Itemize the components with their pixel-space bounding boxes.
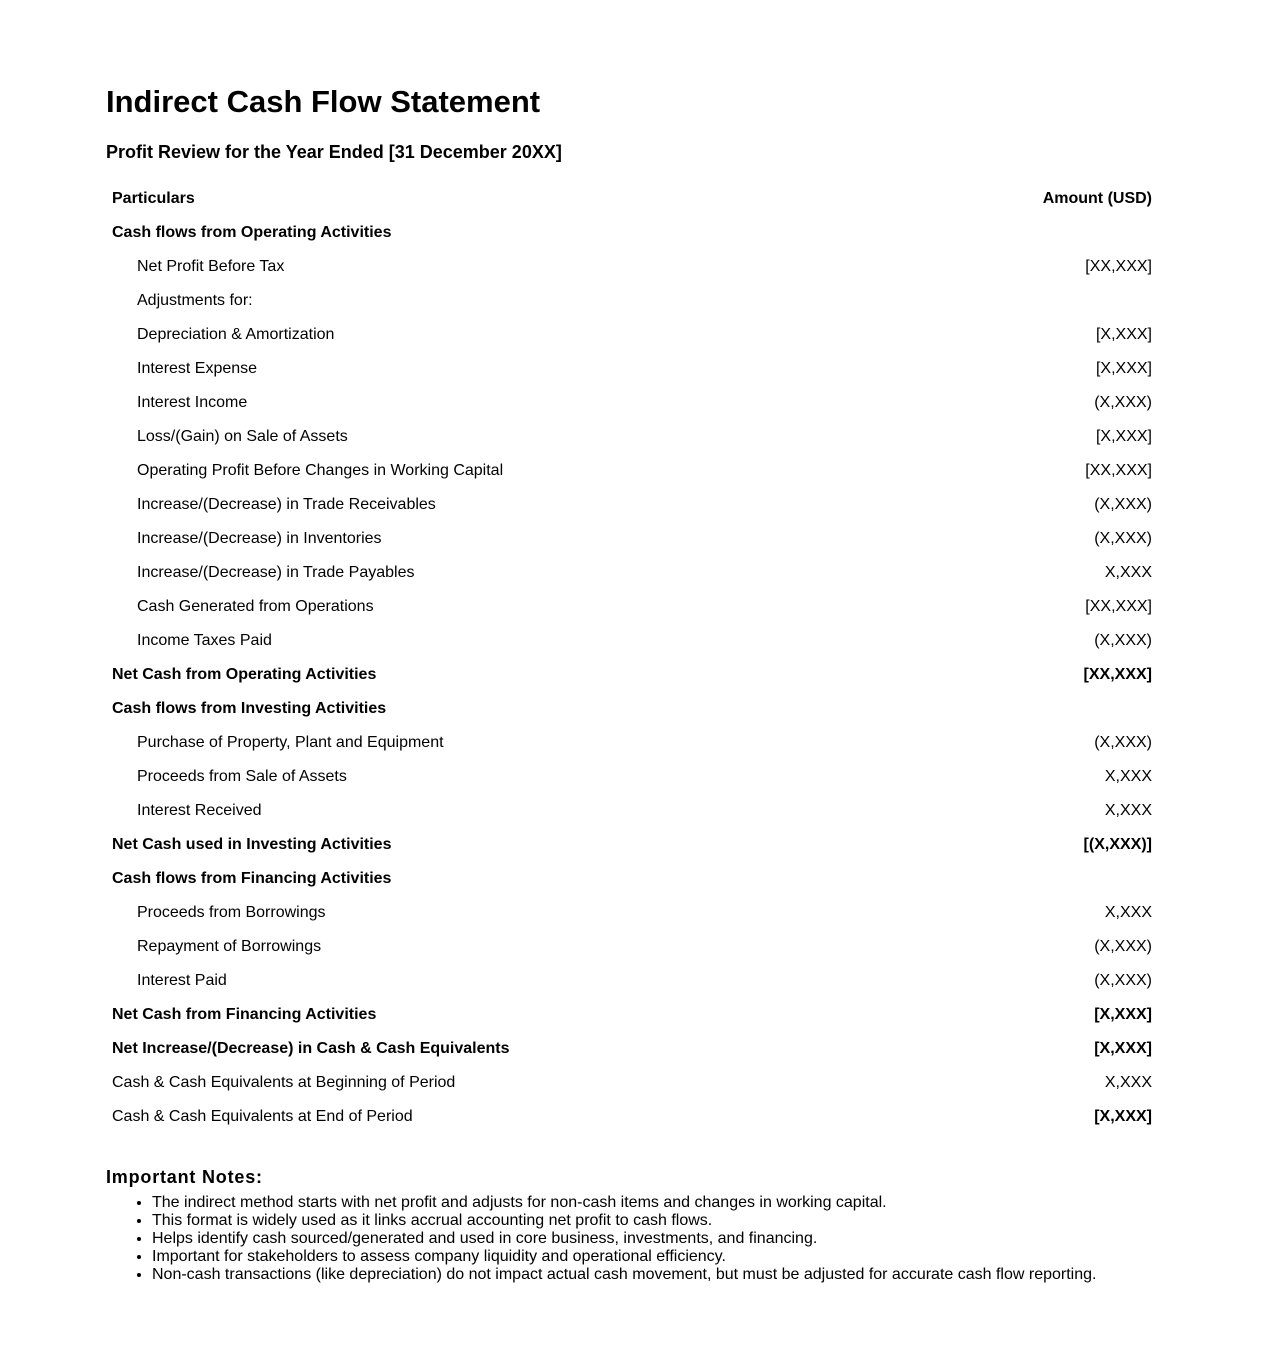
table-row	[112, 862, 1152, 896]
important-notes	[106, 1166, 1154, 1284]
table-row	[112, 794, 1152, 828]
table-row	[112, 318, 1152, 352]
row-label: Purchase of Property, Plant and Equipment	[137, 734, 444, 751]
table-row	[112, 1032, 1152, 1066]
page-subtitle: Profit Review for the Year Ended [31 December 20XX]	[106, 142, 562, 162]
table-row	[112, 454, 1152, 488]
row-label: Cash flows from Financing Activities	[112, 870, 392, 887]
table-row	[112, 352, 1152, 386]
row-amount: [XX,XXX]	[1085, 598, 1152, 615]
table-row	[112, 828, 1152, 862]
cash-flow-document	[106, 82, 1154, 1283]
table-row	[112, 522, 1152, 556]
table-row	[112, 556, 1152, 590]
row-amount: [XX,XXX]	[1085, 258, 1152, 275]
row-amount: (X,XXX)	[1094, 394, 1152, 411]
table-row	[112, 760, 1152, 794]
header-particulars: Particulars	[112, 190, 195, 207]
table-row	[112, 692, 1152, 726]
row-label: Increase/(Decrease) in Trade Payables	[137, 564, 415, 581]
row-amount: [X,XXX]	[1094, 1108, 1152, 1125]
table-row	[112, 284, 1152, 318]
table-row	[112, 1066, 1152, 1100]
row-label: Proceeds from Sale of Assets	[137, 768, 347, 785]
row-label: Cash flows from Operating Activities	[112, 224, 392, 241]
row-amount: [(X,XXX)]	[1083, 836, 1152, 853]
row-label: Net Cash from Operating Activities	[112, 666, 377, 683]
row-label: Net Profit Before Tax	[137, 258, 285, 275]
row-amount: [XX,XXX]	[1085, 462, 1152, 479]
note-item: • The indirect method starts with net profit and adjusts for non-cash items and changes in working capital.	[152, 1194, 1154, 1212]
table-row	[112, 386, 1152, 420]
notes-title: Important Notes:	[106, 1167, 263, 1187]
row-label: Interest Received	[137, 802, 262, 819]
row-label: Proceeds from Borrowings	[137, 904, 326, 921]
row-label: Net Increase/(Decrease) in Cash & Cash Equivalents	[112, 1040, 510, 1057]
row-amount: [X,XXX]	[1094, 1040, 1152, 1057]
row-amount: (X,XXX)	[1094, 972, 1152, 989]
note-item: • This format is widely used as it links accrual accounting net profit to cash flows.	[152, 1212, 1154, 1230]
row-label: Interest Income	[137, 394, 248, 411]
row-amount: (X,XXX)	[1094, 530, 1152, 547]
note-item: • Helps identify cash sourced/generated and used in core business, investments, and financing.	[152, 1230, 1154, 1248]
table-row	[112, 658, 1152, 692]
row-label: Operating Profit Before Changes in Working Capital	[137, 462, 504, 479]
row-label: Adjustments for:	[137, 292, 253, 309]
table-row	[112, 488, 1152, 522]
row-amount: (X,XXX)	[1094, 734, 1152, 751]
row-amount: X,XXX	[1104, 1074, 1152, 1091]
row-amount: (X,XXX)	[1094, 496, 1152, 513]
table-row	[112, 624, 1152, 658]
row-label: Net Cash used in Investing Activities	[112, 836, 392, 853]
row-label: Cash flows from Investing Activities	[112, 700, 387, 717]
table-row	[112, 420, 1152, 454]
table-row	[112, 896, 1152, 930]
row-label: Repayment of Borrowings	[137, 938, 322, 955]
row-label: Loss/(Gain) on Sale of Assets	[137, 428, 348, 445]
row-label: Interest Expense	[137, 360, 258, 377]
row-amount: [X,XXX]	[1095, 360, 1152, 377]
row-amount: X,XXX	[1104, 564, 1152, 581]
row-amount: [X,XXX]	[1095, 326, 1152, 343]
table-row	[112, 216, 1152, 250]
row-amount: [XX,XXX]	[1083, 666, 1152, 683]
row-label: Net Cash from Financing Activities	[112, 1006, 377, 1023]
table-row	[112, 930, 1152, 964]
row-label: Income Taxes Paid	[137, 632, 272, 649]
row-amount: X,XXX	[1104, 904, 1152, 921]
row-label: Cash Generated from Operations	[137, 598, 374, 615]
row-amount: (X,XXX)	[1094, 938, 1152, 955]
table-row	[112, 998, 1152, 1032]
table-row	[112, 964, 1152, 998]
row-amount: [X,XXX]	[1095, 428, 1152, 445]
table-row	[112, 1100, 1152, 1134]
row-amount: [X,XXX]	[1094, 1006, 1152, 1023]
header-amount: Amount (USD)	[1042, 190, 1152, 207]
cash-flow-table	[112, 182, 1152, 1134]
note-item: • Non-cash transactions (like depreciation) do not impact actual cash movement, but must be adjusted for accurate cash flow reporting.	[152, 1266, 1154, 1284]
table-header-row	[112, 182, 1152, 216]
row-label: Cash & Cash Equivalents at Beginning of Period	[112, 1074, 456, 1091]
notes-list	[106, 1194, 1154, 1284]
page-title: Indirect Cash Flow Statement	[106, 84, 541, 119]
row-label: Cash & Cash Equivalents at End of Period	[112, 1108, 413, 1125]
table-body	[112, 216, 1152, 1134]
row-amount: (X,XXX)	[1094, 632, 1152, 649]
row-label: Interest Paid	[137, 972, 227, 989]
row-amount: X,XXX	[1104, 802, 1152, 819]
row-label: Depreciation & Amortization	[137, 326, 335, 343]
table-row	[112, 590, 1152, 624]
row-label: Increase/(Decrease) in Inventories	[137, 530, 382, 547]
table-row	[112, 726, 1152, 760]
row-amount: X,XXX	[1104, 768, 1152, 785]
table-row	[112, 250, 1152, 284]
row-label: Increase/(Decrease) in Trade Receivables	[137, 496, 436, 513]
note-item: • Important for stakeholders to assess company liquidity and operational efficiency.	[152, 1248, 1154, 1266]
